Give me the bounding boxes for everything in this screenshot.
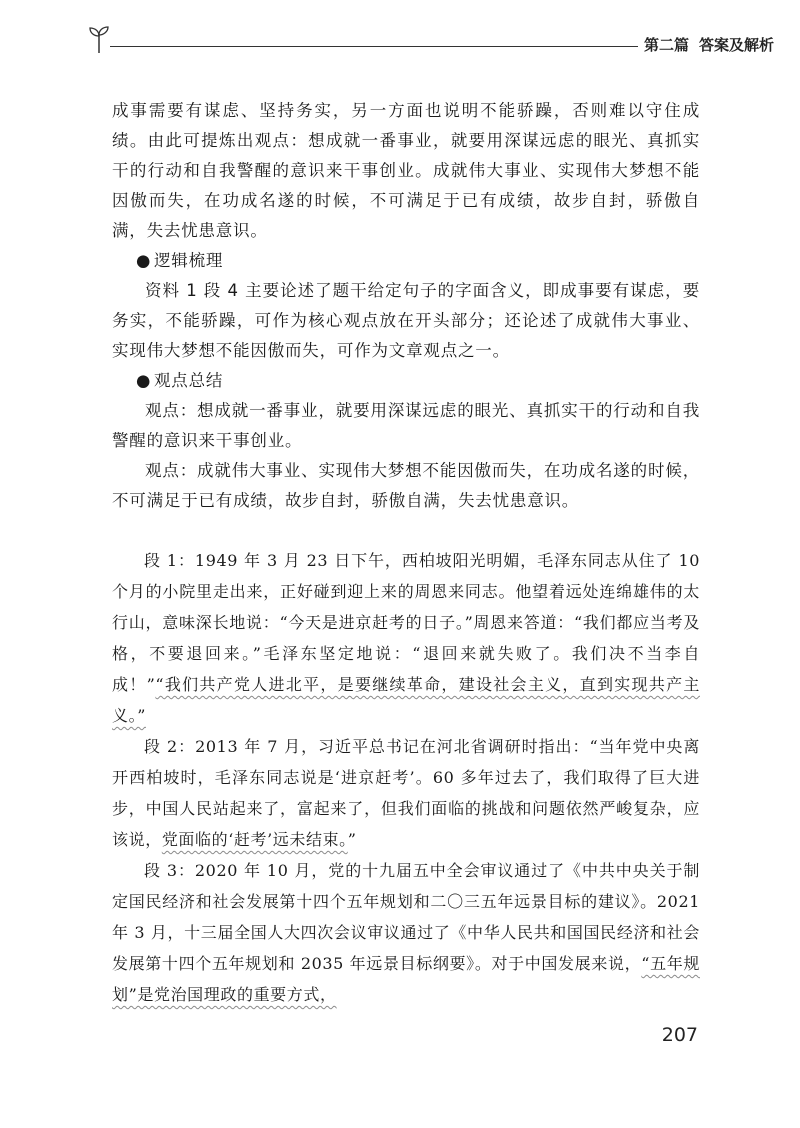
page-number: 207 [661, 1024, 698, 1046]
view-1: 观点：想成就一番事业，就要用深谋远虑的眼光、真抓实干的行动和自我警醒的意识来干事创业。 [112, 401, 700, 450]
header-rule [110, 46, 638, 47]
para3-text: 段 3：2020 年 10 月，党的十九届五中全会审议通过了《中共中央关于制定国民经济和社会发展第十四个五年规划和二〇三五年远景目标的建议》。2021 年 3 月，十三届全国人大四次会议审议通过了《中华人民共和国国民经济和社会发展第十四个五年规划和 2035 年远景目标纲要》。对于中国发展来说， [112, 861, 700, 973]
header-part: 第二篇 [644, 36, 690, 54]
bullet-icon: ● [136, 251, 152, 270]
analysis-section [112, 96, 700, 516]
para1-underlined: “我们共产党人进北平，是要继续革命，建设社会主义，直到实现共产主义。” [112, 675, 700, 725]
bullet-icon: ● [136, 371, 152, 390]
summary-heading-text: 观点总结 [154, 371, 224, 390]
material-para-2 [112, 731, 700, 855]
logic-heading [112, 246, 700, 276]
summary-heading [112, 366, 700, 396]
analysis-intro: 成事需要有谋虑、坚持务实，另一方面也说明不能骄躁，否则难以守住成绩。由此可提炼出观点：想成就一番事业，就要用深谋远虑的眼光、真抓实干的行动和自我警醒的意识来干事创业。成就伟大事业、实现伟大梦想不能因傲而失，在功成名遂的时候，不可满足于已有成绩，故步自封，骄傲自满，失去忧患意识。 [112, 101, 700, 240]
material-para-1 [112, 545, 700, 731]
sprout-icon [88, 24, 110, 54]
material-section [112, 545, 700, 1010]
view-2: 观点：成就伟大事业、实现伟大梦想不能因傲而失，在功成名遂的时候，不可满足于已有成绩，故步自封，骄傲自满，失去忧患意识。 [112, 461, 700, 510]
page-header [88, 18, 775, 58]
para1-text: 段 1：1949 年 3 月 23 日下午，西柏坡阳光明媚，毛泽东同志从住了 10 个月的小院里走出来，正好碰到迎上来的周恩来同志。他望着远处连绵雄伟的太行山，意味深长地说：“今天是进京赶考的日子。”周恩来答道：“我们都应当考及格，不要退回来。”毛泽东坚定地说：“退回来就失败了。我们决不当李自成！” [112, 551, 700, 694]
material-para-3 [112, 855, 700, 1010]
para2-end: ” [347, 830, 357, 849]
logic-heading-text: 逻辑梳理 [154, 251, 224, 270]
header-title [644, 34, 774, 55]
logic-text: 资料 1 段 4 主要论述了题干给定句子的字面含义，即成事要有谋虑，要务实，不能骄躁，可作为核心观点放在开头部分；还论述了成就伟大事业、实现伟大梦想不能因傲而失，可作为文章观点之一。 [112, 281, 700, 360]
header-section: 答案及解析 [699, 36, 775, 54]
para3-underlined: “五年规划”是党治国理政的重要方式， [112, 954, 700, 1004]
para2-text: 段 2：2013 年 7 月，习近平总书记在河北省调研时指出：“当年党中央离开西柏坡时，毛泽东同志说是‘进京赶考’。60 多年过去了，我们取得了巨大进步，中国人民站起来了，富起来了，但我们面临的挑战和问题依然严峻复杂，应该说， [112, 737, 700, 849]
para2-underlined: 党面临的‘赶考’远未结束。 [161, 830, 348, 849]
